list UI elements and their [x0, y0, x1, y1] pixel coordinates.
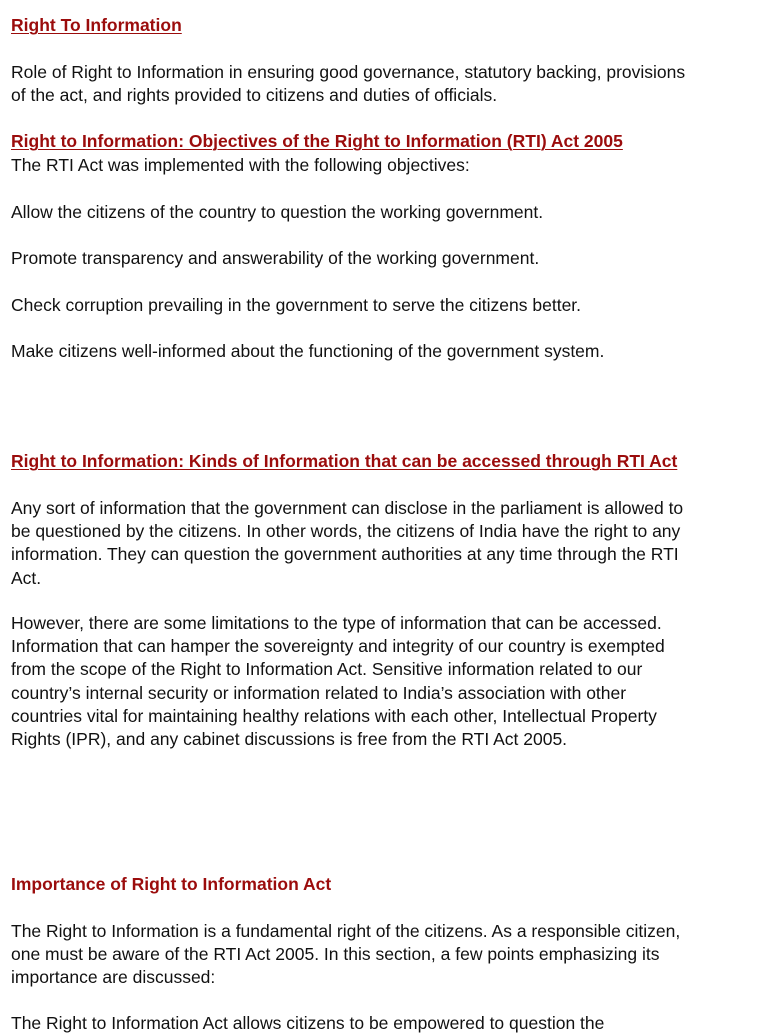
- kinds-heading: Right to Information: Kinds of Information that can be accessed through RTI Act: [11, 451, 678, 471]
- text-line: importance are discussed:: [11, 967, 216, 988]
- text-line: one must be aware of the RTI Act 2005. In this section, a few points emphasizing its: [11, 944, 660, 965]
- importance-paragraph-1: [11, 920, 680, 990]
- objective-item: Promote transparency and answerability of the working government.: [11, 248, 540, 268]
- text-line: information. They can question the government authorities at any time through the RTI: [11, 544, 679, 565]
- importance-heading: Importance of Right to Information Act: [11, 874, 332, 894]
- text-line: Information that can hamper the sovereignty and integrity of our country is exempted: [11, 636, 665, 657]
- objective-item: Check corruption prevailing in the government to serve the citizens better.: [11, 295, 582, 315]
- text-line: of the act, and rights provided to citizens and duties of officials.: [11, 85, 498, 106]
- importance-paragraph-2-partial: The Right to Information Act allows citizens to be empowered to question the: [11, 1013, 605, 1033]
- text-line: However, there are some limitations to the type of information that can be accessed.: [11, 613, 662, 633]
- text-line: Role of Right to Information in ensuring good governance, statutory backing, provisions: [11, 62, 686, 82]
- text-line: Act.: [11, 567, 42, 588]
- text-line: be questioned by the citizens. In other words, the citizens of India have the right to any: [11, 521, 681, 542]
- intro-paragraph: [11, 61, 685, 107]
- kinds-paragraph-2: [11, 612, 665, 751]
- text-line: Rights (IPR), and any cabinet discussions is free from the RTI Act 2005.: [11, 729, 568, 750]
- text-line: country’s internal security or information related to India’s association with other: [11, 682, 627, 703]
- objectives-lead: The RTI Act was implemented with the following objectives:: [11, 155, 470, 175]
- text-line: from the scope of the Right to Information Act. Sensitive information related to our: [11, 659, 643, 680]
- document-title: Right To Information: [11, 15, 182, 35]
- text-line: Any sort of information that the government can disclose in the parliament is allowed to: [11, 498, 684, 518]
- objectives-heading: Right to Information: Objectives of the Right to Information (RTI) Act 2005: [11, 131, 623, 151]
- objective-item: Make citizens well-informed about the functioning of the government system.: [11, 341, 605, 361]
- objective-item: Allow the citizens of the country to question the working government.: [11, 202, 544, 222]
- text-line: countries vital for maintaining healthy relations with each other, Intellectual Property: [11, 705, 657, 726]
- text-line: The Right to Information is a fundamental right of the citizens. As a responsible citizen,: [11, 921, 681, 941]
- kinds-paragraph-1: [11, 497, 683, 590]
